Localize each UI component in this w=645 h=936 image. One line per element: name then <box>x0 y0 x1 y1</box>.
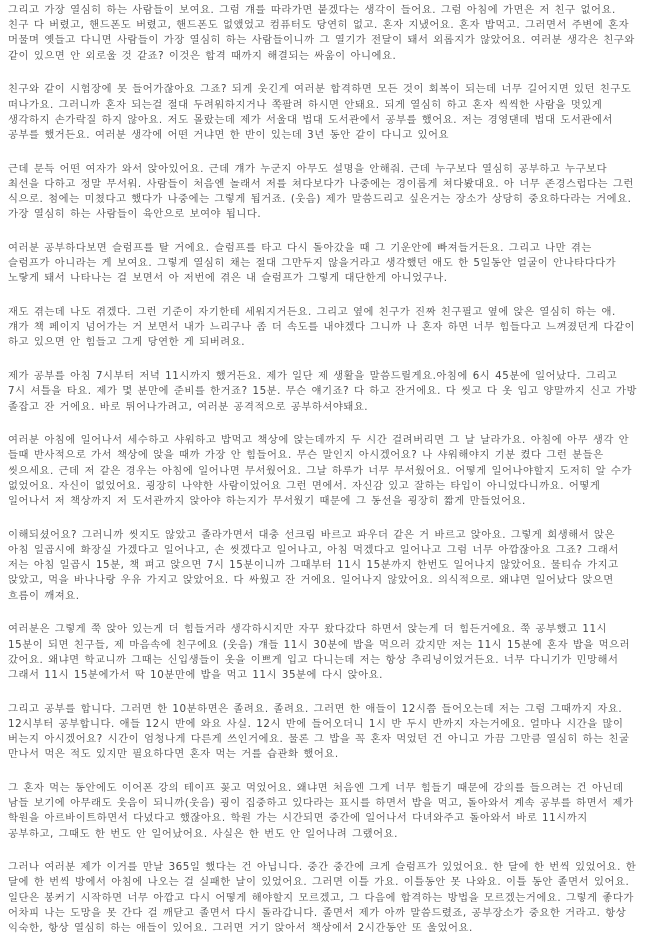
paragraph: 그러나 여러분 제가 이거를 만날 365일 했다는 건 아닙니다. 중간 중간에 크게 슬럼프가 있었어요. 한 달에 한 번씩 있었어요. 한 달에 한 번씩 방에서 아침에 나오는 걸 실패한 날이 있었어요. 그러면 이틀 가요. 이틀동안 못 나와요. 이틀 동안 졸면서 있어요. 일단은 봉커기 시작하면 너무 아깝고 다시 어떻게 해야할지 모르겠고, 그 다음에 합격하는 방법을 모르겠는거에요. 그렇게 좋다가 어차피 나는 도망을 못 간다 걸 깨닫고 졸면서 다시 돌라갑니다. 졸면서 제가 아까 말씀드렸죠, 공부장소가 중요한 거라고. 항상 익숙한, 항상 열심히 하는 애들이 있어요. 그러면 거기 앉아서 책상에서 2시간동안 또 울었어요. <box>8 861 637 935</box>
paragraph: 여러분은 그렇게 쭉 앉아 있는게 더 힘들거라 생각하시지만 자꾸 왔다갔다 하면서 앉는게 더 힘든거에요. 쭉 공부했고 11시 15분이 되면 친구들, 제 마음속에 친구에요 (웃음) 걔들 11시 30분에 밥을 먹으러 갔지만 저는 11시 15분에 혼자 밥을 먹으러 갔어요. 왜냐면 학교니까 그때는 신입생들이 옷을 이쁘게 입고 다니는데 저는 항상 추리닝이었거든요. 너무 다니기가 민망해서 그래서 11시 15분에가서 딱 10분만에 밥을 먹고 11시 35분에 다시 앉아요. <box>8 623 631 681</box>
paragraph: 그리고 공부를 합니다. 그러면 한 10분하면은 졸려요. 졸려요. 그러면 한 애들이 12시쯤 들어오는데 저는 그럼 그때까지 자요. 12시부터 공부합니다. 애들 12시 반에 와요 사실. 12시 반에 들어오더니 1시 반 두시 반까지 자는거에요. 얼마나 시간을 많이 버는지 아시겠어요? 시간이 엄청나게 다른게 쓰인거에요. 물론 그 밥을 꼭 혼자 먹었던 건 아니고 가끔 그만큼 열심히 하는 친굴 만나서 먹은 적도 있지만 필요하다면 혼자 먹는 거를 습관화 했어요. <box>8 702 630 761</box>
paragraph: 재도 겪는데 나도 겪겠다. 그런 기준이 자기한테 세워지거든요. 그리고 옆에 친구가 진짜 친구필고 옆에 앉은 열심히 하는 애. 걔가 책 페이지 넘어가는 거 보면서 내가 느리구나 좀 더 속도를 내야겠다 그니까 나 혼자 하면 너무 힘들다고 느껴졌던게 다같이 하고 있으면 안 힘들고 그게 당연한 게 되버려요. <box>8 306 635 349</box>
paragraph: 그리고 가장 열심히 하는 사람들이 보여요. 그럼 걔를 따라가면 붙겠다는 생각이 들어요. 그럼 아침에 가면은 저 친구 없어요. 친구 다 버렸고, 핸드폰도 버렸고, 핸드폰도 없앴었고 컴퓨터도 당연히 없고. 혼자 지냈어요. 혼자 밥먹고. 그러면서 주변에 혼자 머물며 옛들고 다니면 사람들이 가장 열심히 하는 사람들이니까 그 열기가 전달이 돼서 외롭지가 않았어요. 여러분 생각은 친구와 같이 있으면 안 외로울 것 같죠? 이것은 합격 때까지 해결되는 싸움이 아니에요. <box>8 4 635 62</box>
paragraph: 여러분 아침에 일어나서 세수하고 샤워하고 밥먹고 책상에 앉는데까지 두 시간 걸려버리면 그 날 날라가요. 아침에 아무 생각 안 들때 반사적으로 가서 책상에 앉을 때까 가장 안 힘들어요. 무슨 말인지 아시겠어요? 나 샤워해야지 기분 켰다 그런 분들은 씻으세요. 근데 저 같은 경우는 아침에 일어나면 무서웠어요. 그날 하루가 너무 무서웠어요. 어떻게 일어나야할지 도저히 알 수가 없었어요. 자신이 없었어요. 굉장히 나약한 사람이었어요 그런 면에서. 자신감 있고 잘하는 타입이 아니었다니까요. 어떻게 일어나서 저 책상까지 저 도서관까지 앉아야 하는지가 무서웠기 때문에 그 동선을 굉장히 짧게 만들었어요. <box>8 434 632 508</box>
paragraph: 친구와 같이 시험장에 못 들어가잖아요 그죠? 되게 웃긴게 여러분 합격하면 모든 것이 회복이 되는데 너무 길어지면 있던 친구도 떠나가요. 그러니까 혼자 되는걸 절대 두려워하지거나 쪽팔려 하시면 안돼요. 되게 열심히 하고 혼자 씩씩한 사람을 멋있게 생각하지 손가락질 하지 않아요. 저도 몰랐는데 제가 서울대 법대 도서관에서 공부를 했어요. 저는 경영댄데 법대 도서관에서 공부를 했거든요. 여러분 생각에 어떤 거냐면 한 반이 있는데 3년 동안 같이 다니고 있어요 <box>8 83 632 141</box>
paragraph: 그 혼자 먹는 동안에도 이어폰 강의 테이프 꽂고 먹었어요. 왜냐면 처음엔 그게 너무 힘들기 때문에 강의를 들으려는 건 아닌데 남들 보기에 아무래도 웃음이 되니까(웃음) 굉이 집중하고 있다라는 표시를 하면서 밥을 먹고, 돌아와서 계속 공부를 하면서 제가 학원을 아르바이트하면서 다녔다고 했잖아요. 학원 가는 시간되면 중간에 일어나서 다녀와주고 돌아와서 바로 11시까지 공부하고, 그때도 한 번도 안 일어났어요. 사실은 한 번도 안 일어나려 그랬어요. <box>8 781 634 840</box>
paragraph: 여러분 공부하다보면 슬럼프를 탈 거에요. 슬럼프를 타고 다시 돌아갔을 때 그 기운안에 빠져들거든요. 그리고 나만 겪는 슬럼프가 아니라는 게 보여요. 그렇게 열심히 채는 절대 그만두지 않을거라고 생각했던 애도 한 5일동안 얼굴이 안나타다다가 노랗게 돼서 나타나는 걸 보면서 아 저번에 겪은 내 슬럼프가 그렇게 대단한게 아니었구나. <box>8 241 617 285</box>
paragraph: 제가 공부를 아침 7시부터 저녁 11시까지 했거든요. 제가 일단 제 생활을 말씀드릴게요.아침에 6시 45분에 일어났다. 그리고 7시 셔틀을 타요. 제가 몇 분만에 준비를 한거죠? 15분. 무슨 얘기죠? 다 하고 잔거에요. 다 씻고 다 옷 입고 양말까지 신고 가방 졸잡고 잔 거에요. 바로 튀어나가려고, 여러분 공격적으로 공부하셔야돼요. <box>8 370 637 413</box>
paragraph: 근데 문득 어떤 여자가 와서 앉아있어요. 근데 걔가 누군지 아무도 설명을 안해줘. 근데 누구보다 열심히 공부하고 누구보다 최선을 다하고 정말 무서워. 사람들이 처음엔 놀래서 저를 쳐다보다가 나중에는 경이롭게 쳐다봤대요. 아 너무 존경스럽다는 그런 식으로. 첨에는 미쳤다고 했다가 나중에는 그렇게 됩거죠. (웃음) 제가 말씀드리고 싶은거는 장소가 상당히 중요하다라는 거에요. 가장 열심히 하는 사람들이 육안으로 보여야 됩니다. <box>8 162 634 221</box>
paragraph: 이해되셨어요? 그러니까 씻지도 않았고 졸라가면서 대충 선크림 바르고 파우더 같은 거 바르고 앉아요. 그렇게 희생해서 앉은 아침 일곱시에 화장실 가겠다고 일어나고, 손 씻겠다고 일어나고, 아침 먹겠다고 일어나고 그럼 너무 아깝잖아요 그죠? 그래서 저는 아침 일곱시 15분, 책 펴고 앉으면 7시 15분이니까 그때부터 11시 15분까지 한번도 일어나지 않았어요. 물티슈 가지고 앉았고, 먹을 바나나랑 우유 가지고 앉았어요. 다 싸웠고 잔 거에요. 일어나지 않았어요. 의식적으로. 왜냐면 일어났다 앉으면 흐름이 깨져요. <box>8 528 619 602</box>
